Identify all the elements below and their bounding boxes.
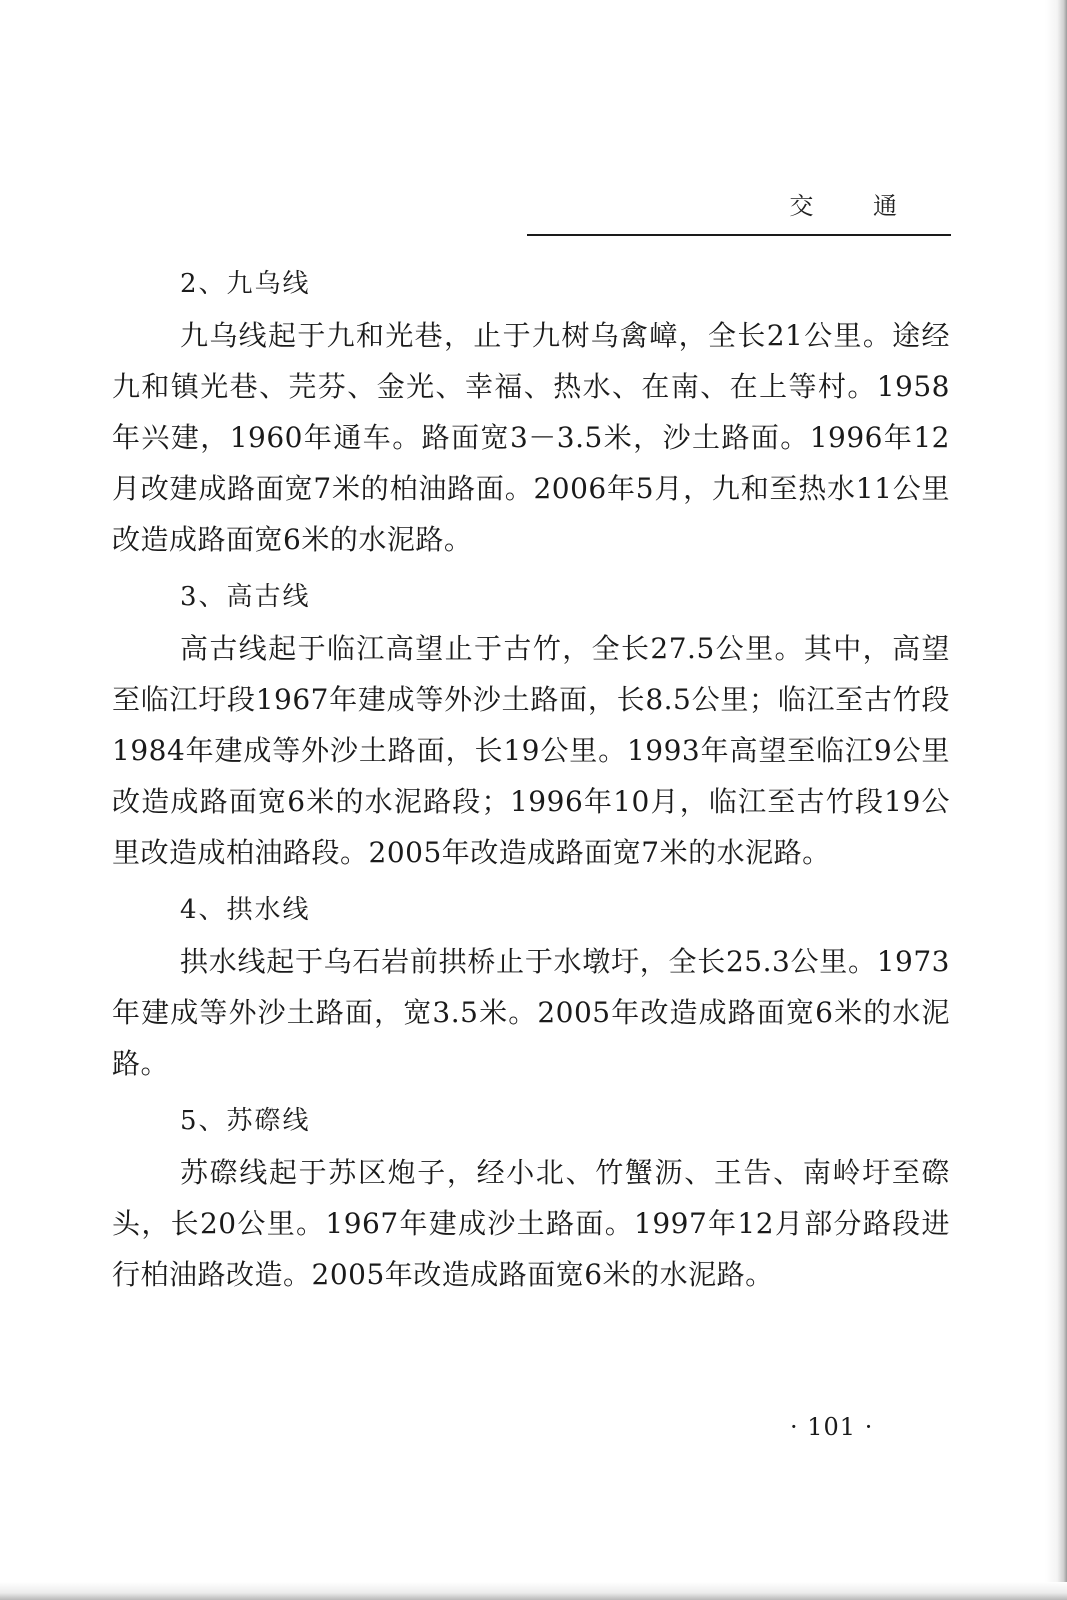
section-paragraph: 九乌线起于九和光巷，止于九树乌禽嶂，全长21公里。途经九和镇光巷、芫芬、金光、幸福、热水、在南、在上等村。1958年兴建，1960年通车。路面宽3－3.5米，沙土路面。1996年12月改建成路面宽7米的柏油路面。2006年5月，九和至热水11公里改造成路面宽6米的水泥路。 bbox=[112, 319, 950, 556]
section-paragraph: 拱水线起于乌石岩前拱桥止于水墩圩，全长25.3公里。1973年建成等外沙土路面，宽3.5米。2005年改造成路面宽6米的水泥路。 bbox=[112, 945, 950, 1080]
section-jiuwu-line bbox=[112, 258, 950, 565]
section-paragraph: 苏磜线起于苏区炮子，经小北、竹蟹沥、王告、南岭圩至磜头，长20公里。1967年建成沙土路面。1997年12月部分路段进行柏油路改造。2005年改造成路面宽6米的水泥路。 bbox=[112, 1156, 950, 1291]
scan-edge-right bbox=[1045, 0, 1067, 1600]
section-gongshui-line bbox=[112, 884, 950, 1089]
header-rule bbox=[527, 234, 951, 236]
section-gaogu-line bbox=[112, 571, 950, 878]
section-heading: 5、苏磜线 bbox=[180, 1106, 311, 1136]
header-title: 交 通 bbox=[789, 192, 923, 220]
scan-edge-bottom bbox=[0, 1582, 1067, 1600]
section-paragraph: 高古线起于临江高望止于古竹，全长27.5公里。其中，高望至临江圩段1967年建成等外沙土路面，长8.5公里；临江至古竹段1984年建成等外沙土路面，长19公里。1993年高望至临江9公里改造成路面宽6米的水泥路段；1996年10月，临江至古竹段19公里改造成柏油路段。2005年改造成路面宽7米的水泥路。 bbox=[112, 632, 950, 869]
page-number: · 101 · bbox=[790, 1413, 874, 1441]
section-suqi-line bbox=[112, 1095, 950, 1300]
section-heading: 3、高古线 bbox=[180, 582, 311, 612]
running-header bbox=[527, 186, 951, 236]
section-heading: 4、拱水线 bbox=[180, 895, 311, 925]
section-heading: 2、九乌线 bbox=[180, 269, 311, 299]
main-content bbox=[112, 258, 950, 1306]
